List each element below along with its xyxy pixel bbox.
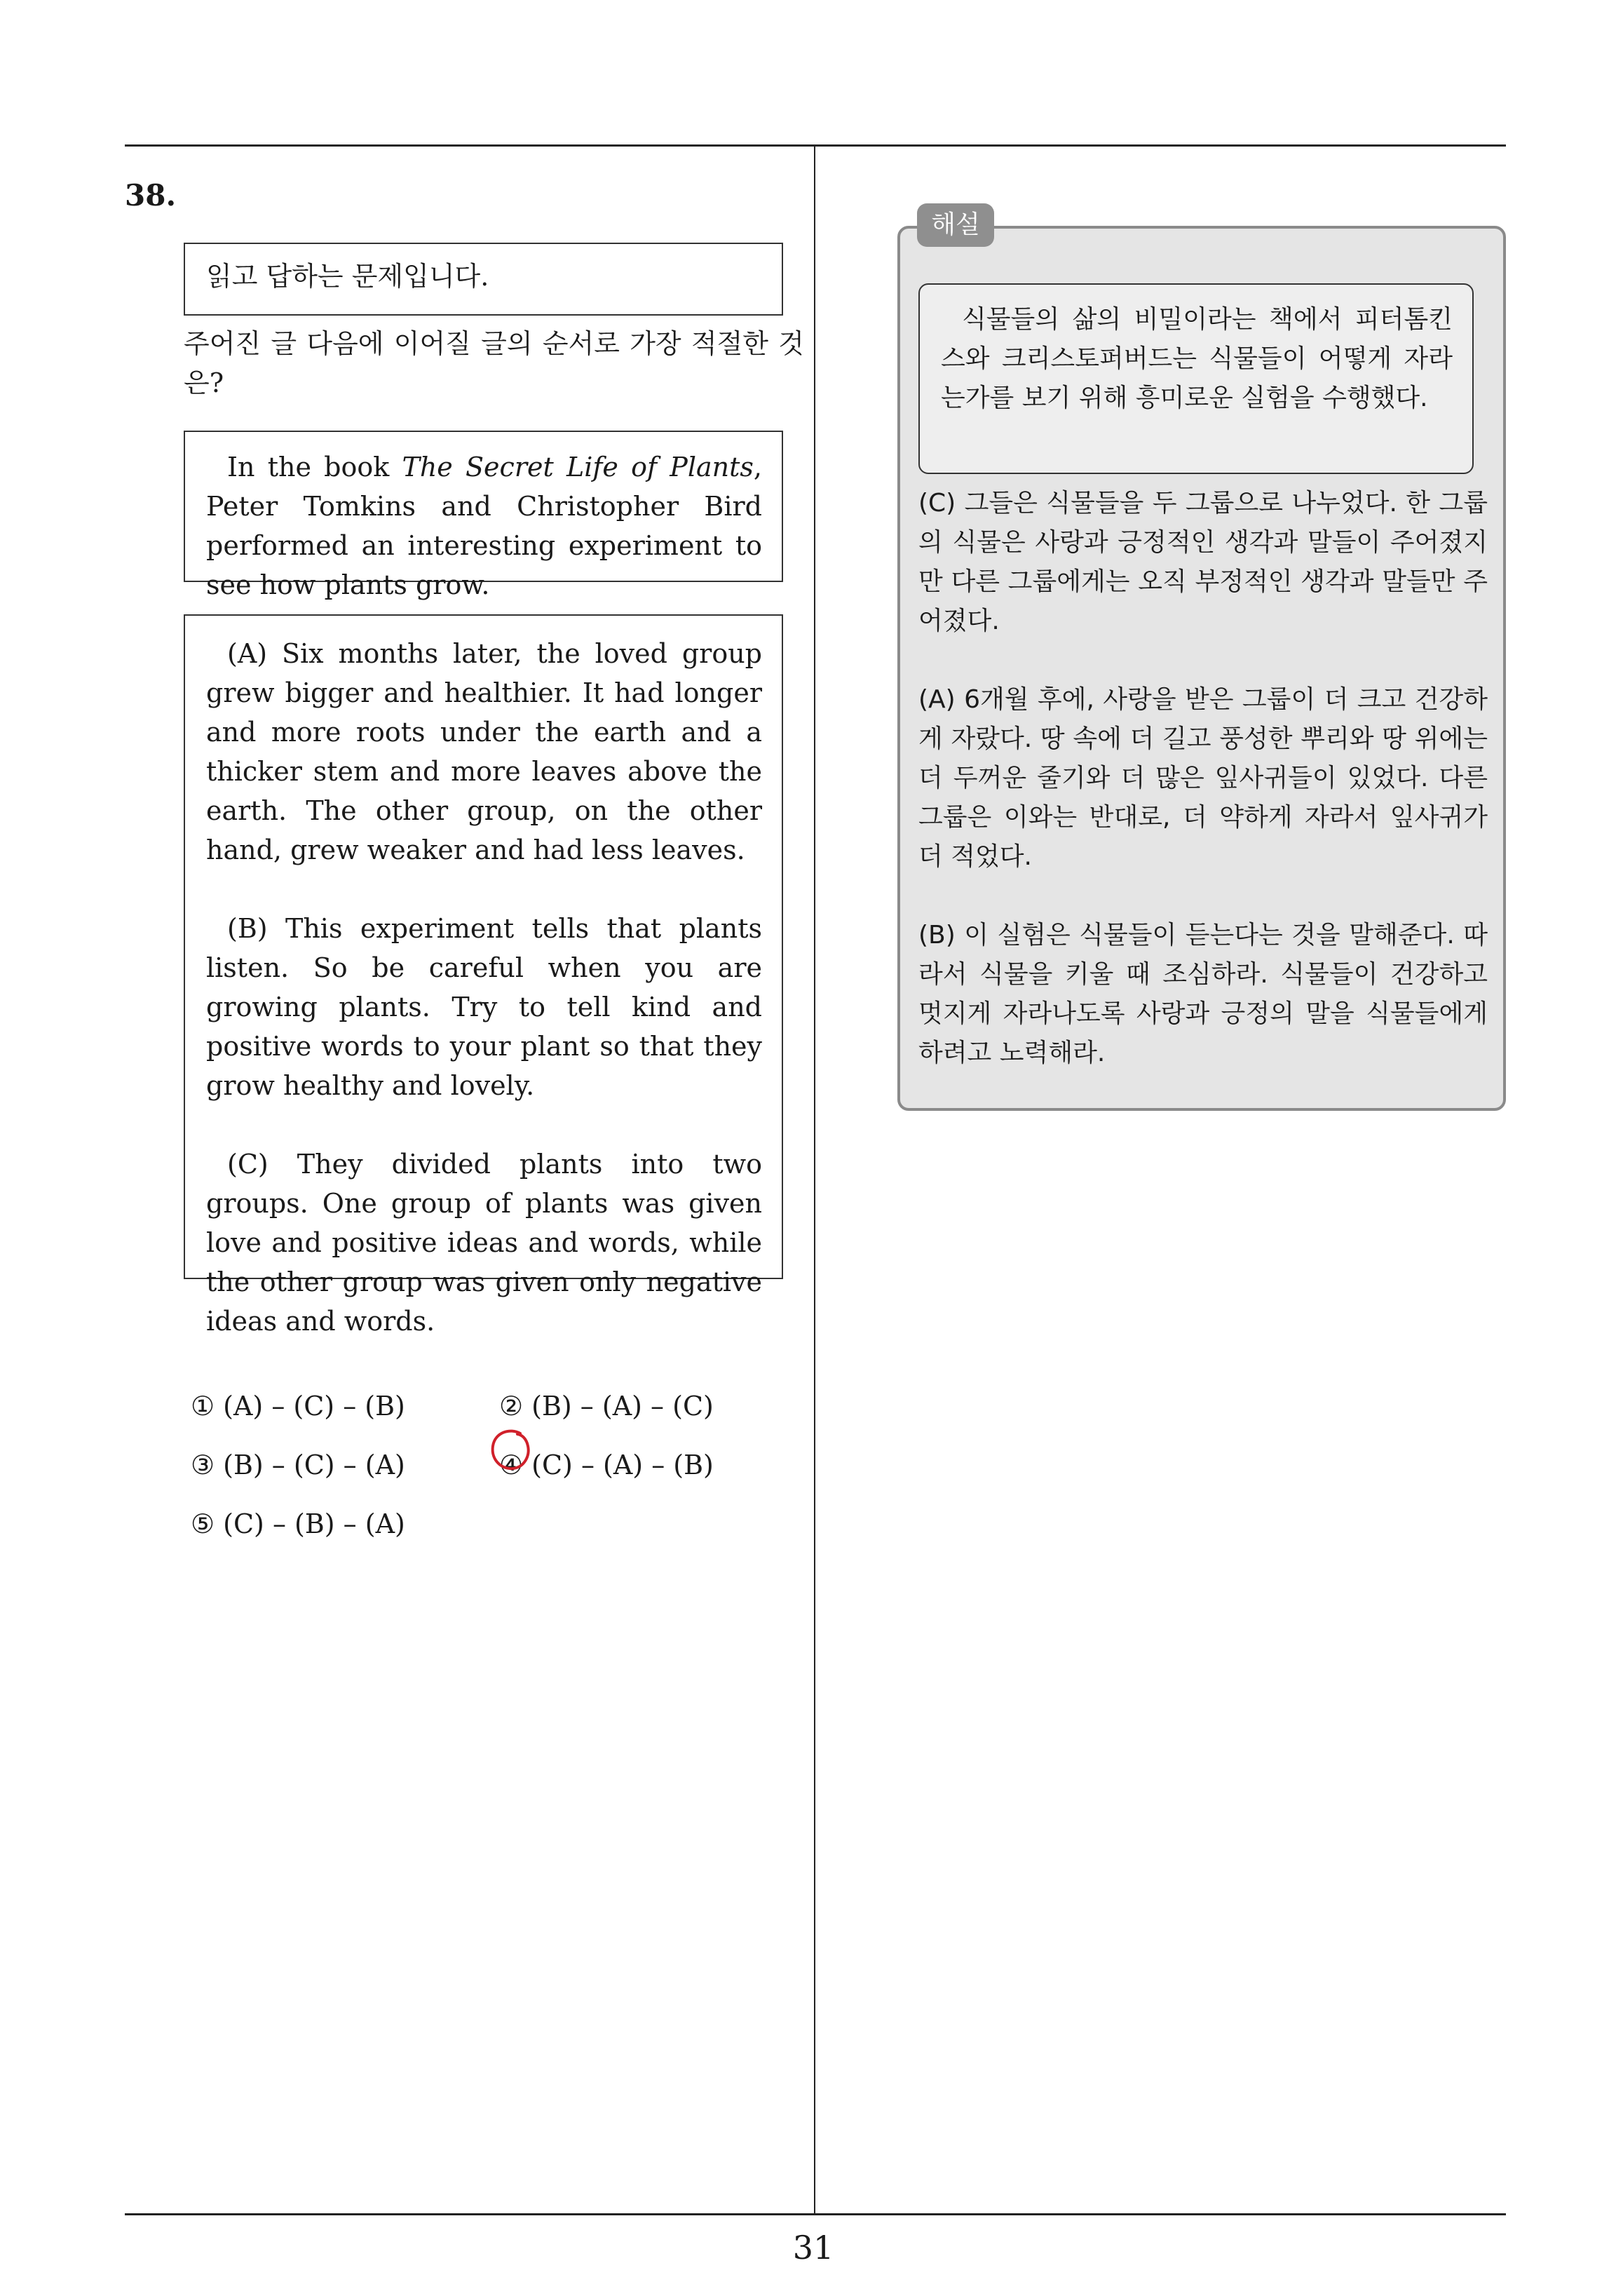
column-divider bbox=[814, 144, 815, 2215]
instruction-box bbox=[184, 243, 783, 316]
intro-passage bbox=[206, 447, 762, 605]
explanation-paragraph-a: (A) 6개월 후에, 사랑을 받은 그룹이 더 크고 건강하게 자랐다. 땅 속에 더 길고 풍성한 뿌리와 땅 위에는 더 두꺼운 줄기와 더 많은 잎사귀들이 있었다. 다른 그룹은 이와는 반대로, 더 약하게 자라서 잎사귀가 더 적었다. bbox=[918, 685, 1488, 871]
intro-text-end: , Peter Tomkins and Christopher Bird performed an interesting experiment to see how plants grow. bbox=[206, 452, 762, 600]
book-title: The Secret Life of Plants bbox=[402, 452, 754, 482]
choice-5[interactable]: ⑤ (C) – (B) – (A) bbox=[191, 1508, 405, 1539]
explanation-intro: 식물들의 삶의 비밀이라는 책에서 피터톰킨스와 크리스토퍼버드는 식물들이 어떻게 자라는가를 보기 위해 흥미로운 실험을 수행했다. bbox=[941, 305, 1453, 412]
answer-mark-circle bbox=[489, 1428, 531, 1473]
paragraph-c: (C) They divided plants into two groups. One group of plants was given love and positive ideas and words, while the other group was given only negative ideas and words. bbox=[206, 1149, 762, 1337]
paragraph-b: (B) This experiment tells that plants listen. So be careful when you are growing plants. Try to tell kind and positive words to your plant so that they grow healthy and lovely. bbox=[206, 913, 762, 1101]
paragraphs-box bbox=[184, 614, 783, 1337]
paragraph-a: (A) Six months later, the loved group grew bigger and healthier. It had longer and more roots under the earth and a thicker stem and more leaves above the earth. The other group, on the other hand, grew weaker and had less leaves. bbox=[206, 638, 762, 865]
explanation-paragraph-c: (C) 그들은 식물들을 두 그룹으로 나누었다. 한 그룹의 식물은 사랑과 긍정적인 생각과 말들이 주어졌지만 다른 그룹에게는 오직 부정적인 생각과 말들만 주어졌다. bbox=[918, 489, 1488, 635]
page-number: 31 bbox=[792, 2229, 834, 2267]
question-number: 38. bbox=[125, 178, 177, 212]
explanation-paragraph-b: (B) 이 실험은 식물들이 듣는다는 것을 말해준다. 따라서 식물을 키울 때 조심하라. 식물들이 건강하고 멋지게 자라나도록 사랑과 긍정의 말을 식물들에게 하려고 노력해라. bbox=[918, 921, 1488, 1067]
explanation-intro-box bbox=[918, 283, 1474, 474]
intro-passage-box bbox=[184, 431, 783, 600]
choice-3[interactable]: ③ (B) – (C) – (A) bbox=[191, 1450, 405, 1480]
top-rule bbox=[125, 144, 1506, 147]
choice-1[interactable]: ① (A) – (C) – (B) bbox=[191, 1391, 405, 1422]
choice-2[interactable]: ② (B) – (A) – (C) bbox=[499, 1391, 714, 1422]
question-prompt: 주어진 글 다음에 이어질 글의 순서로 가장 적절한 것은? bbox=[184, 328, 804, 398]
instruction-text: 읽고 답하는 문제입니다. bbox=[206, 261, 489, 292]
explanation-tab: 해설 bbox=[917, 203, 994, 247]
explanation-text bbox=[918, 484, 1488, 1073]
choice-4[interactable]: ④ (C) – (A) – (B) bbox=[499, 1450, 714, 1480]
intro-text-start: In the book bbox=[227, 452, 402, 482]
bottom-rule bbox=[125, 2213, 1506, 2215]
